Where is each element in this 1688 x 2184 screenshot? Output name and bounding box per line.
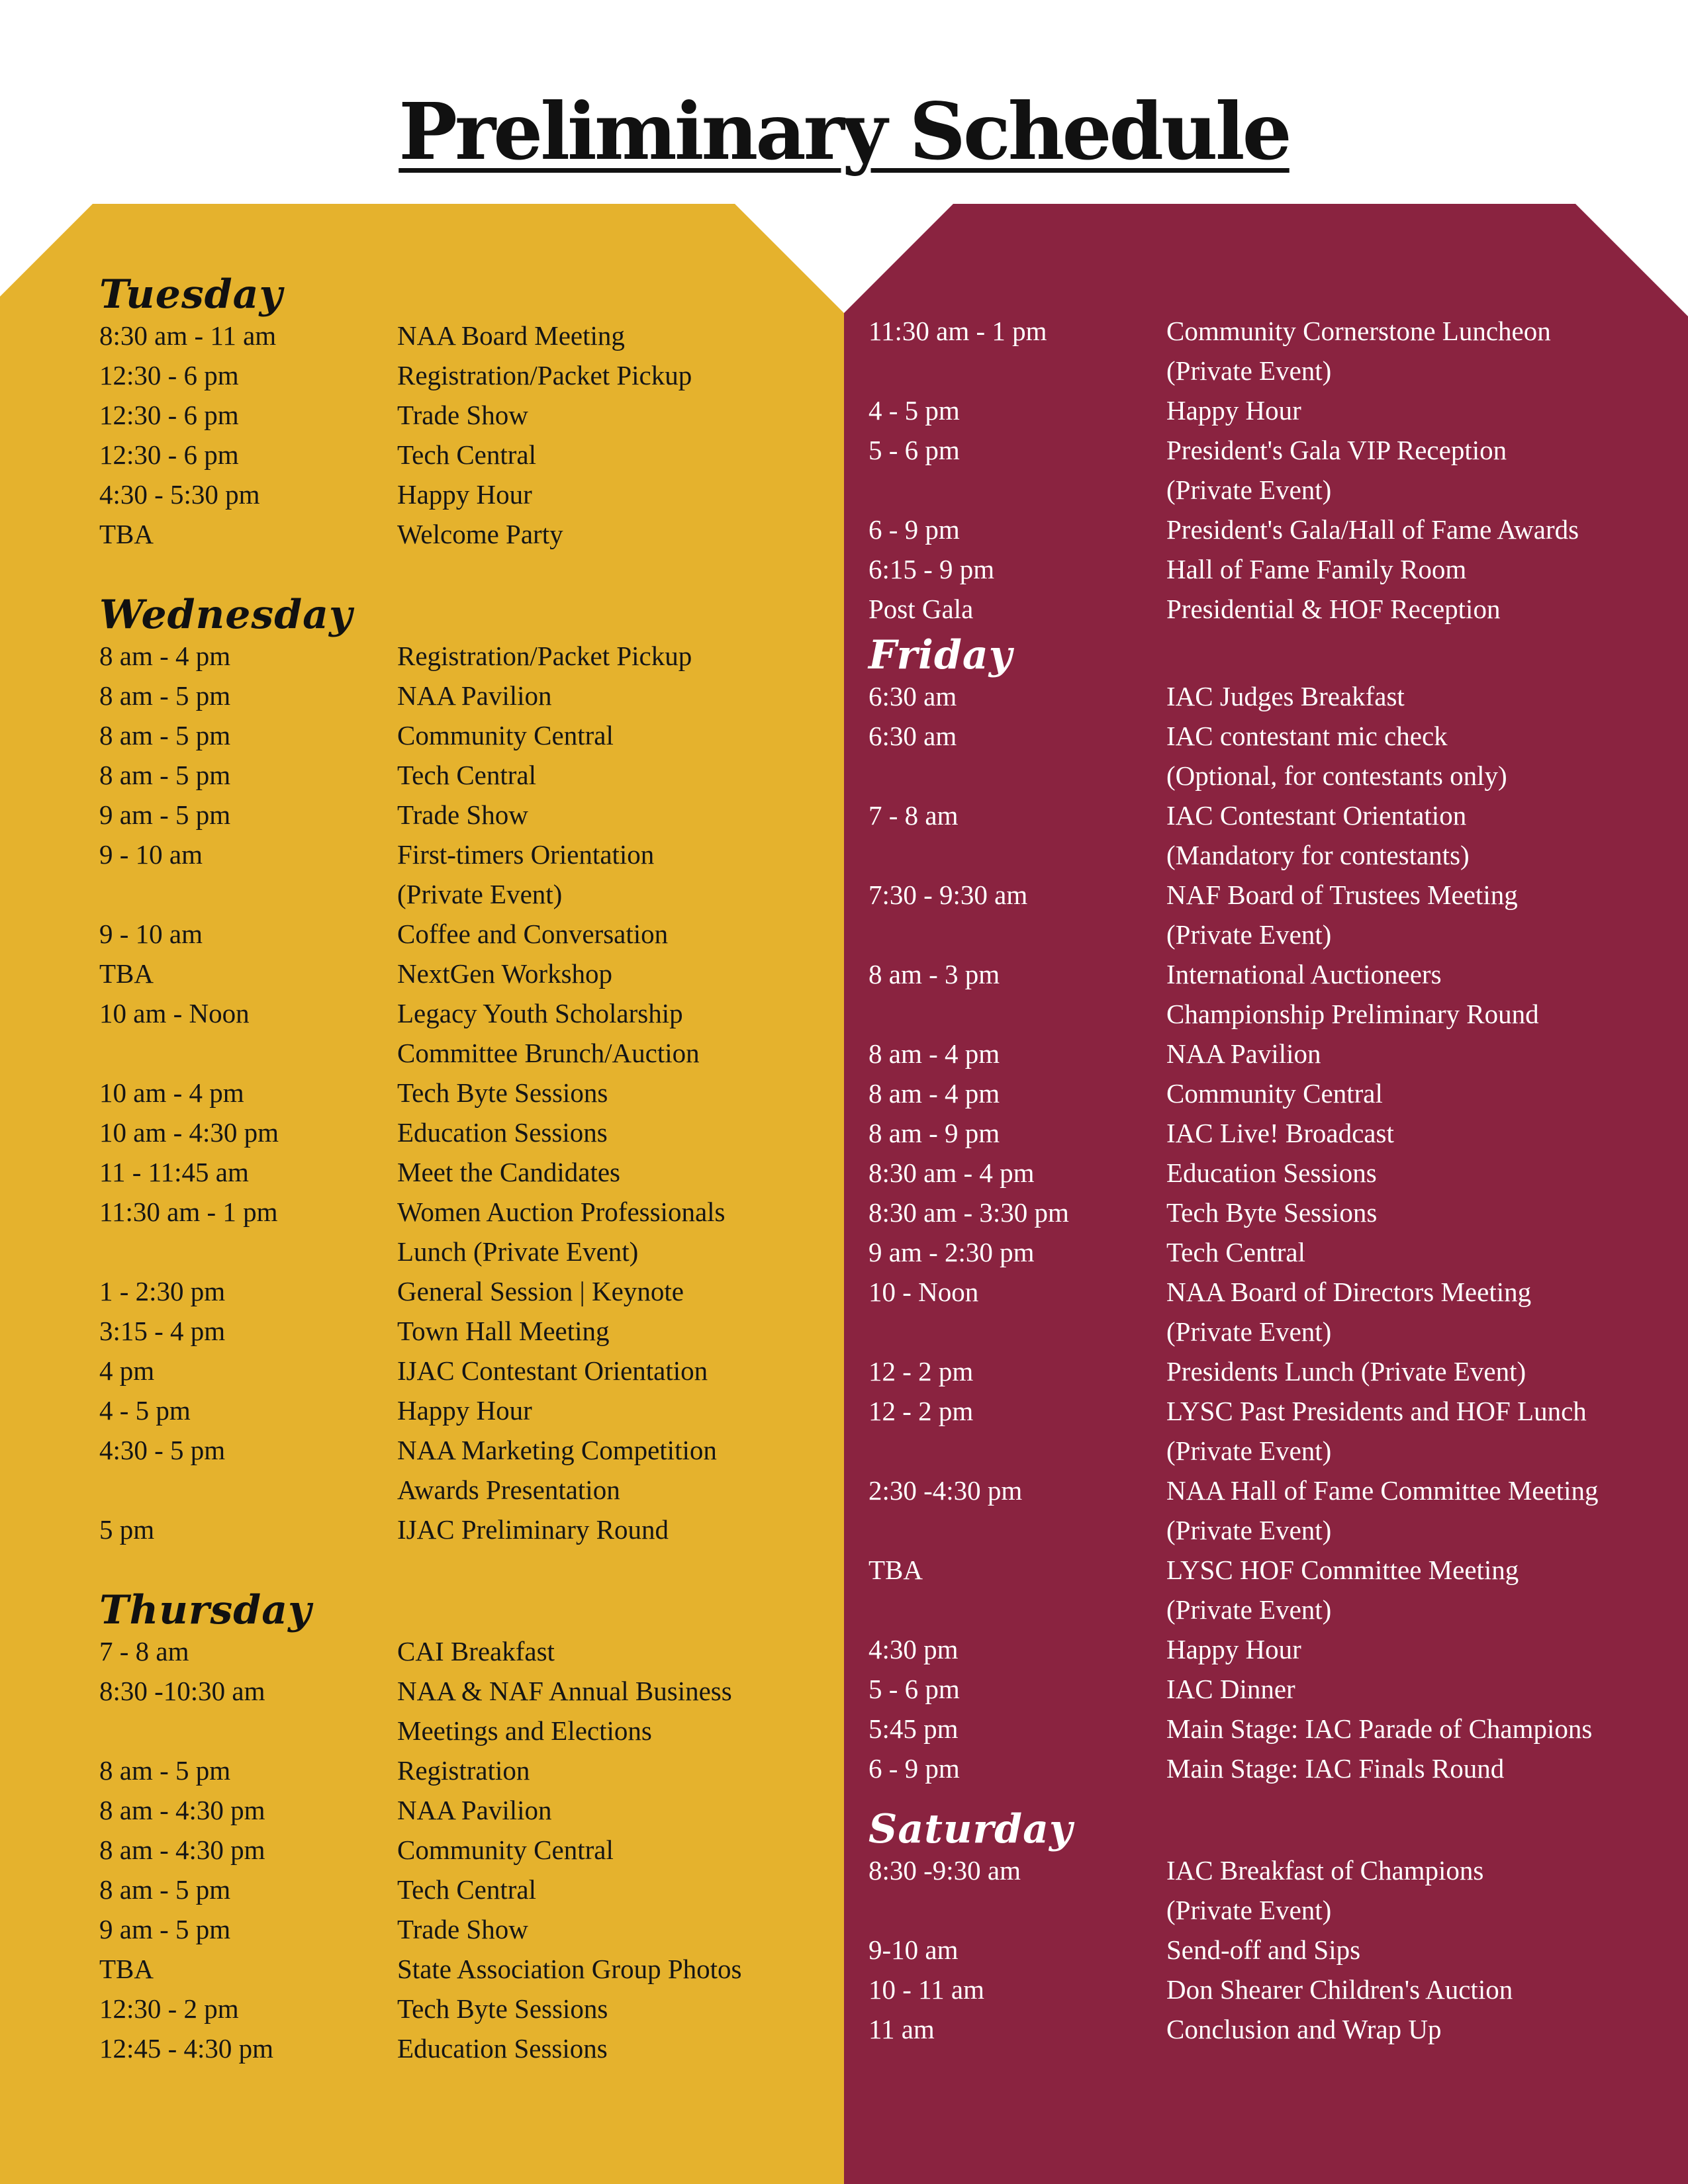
schedule-event	[397, 1351, 834, 1390]
schedule-time: 9 am - 2:30 pm	[868, 1237, 1035, 1267]
schedule-event	[397, 715, 834, 755]
schedule-time: 12 - 2 pm	[868, 1396, 974, 1426]
schedule-event-line: Meet the Candidates	[397, 1157, 621, 1187]
schedule-event-line: Main Stage: IAC Parade of Champions	[1166, 1713, 1593, 1744]
schedule-time: 8 am - 3 pm	[868, 959, 1000, 989]
schedule-event	[1166, 1709, 1676, 1749]
schedule-row	[99, 914, 834, 954]
schedule-event-line: Championship Preliminary Round	[1166, 999, 1539, 1029]
schedule-row	[868, 796, 1676, 875]
schedule-time: 8 am - 5 pm	[99, 1874, 231, 1905]
schedule-event	[397, 1073, 834, 1113]
schedule-event	[1166, 1471, 1676, 1550]
schedule-event	[1166, 1113, 1676, 1153]
schedule-time: 8:30 -9:30 am	[868, 1855, 1021, 1886]
schedule-event-line: General Session | Keynote	[397, 1276, 684, 1306]
schedule-event-line: Don Shearer Children's Auction	[1166, 1974, 1513, 2005]
schedule-row	[868, 1113, 1676, 1153]
schedule-event-line: IAC Live! Broadcast	[1166, 1118, 1394, 1148]
day-heading-saturday: Saturday	[868, 1806, 1073, 1852]
schedule-event-line: IAC contestant mic check	[1166, 721, 1448, 751]
schedule-row	[868, 716, 1676, 796]
schedule-row	[99, 1430, 834, 1510]
schedule-time: 5 pm	[99, 1514, 155, 1545]
schedule-event	[1166, 676, 1676, 716]
schedule-event-line: IAC Breakfast of Champions	[1166, 1855, 1484, 1886]
schedule-row	[99, 954, 834, 993]
schedule-event-line: Tech Byte Sessions	[1166, 1197, 1378, 1228]
day-heading-thursday: Thursday	[99, 1587, 312, 1633]
schedule-event-line: NAA Board of Directors Meeting	[1166, 1277, 1532, 1307]
schedule-row	[99, 755, 834, 795]
schedule-event-line: President's Gala/Hall of Fame Awards	[1166, 514, 1579, 545]
schedule-event-line: Tech Byte Sessions	[397, 1077, 608, 1108]
schedule-event-line: (Mandatory for contestants)	[1166, 840, 1470, 870]
schedule-event-line: Education Sessions	[1166, 1158, 1377, 1188]
schedule-row	[99, 435, 834, 475]
schedule-row	[99, 1790, 834, 1830]
schedule-time: 8 am - 4 pm	[868, 1078, 1000, 1109]
schedule-row	[868, 390, 1676, 430]
schedule-event-line: Happy Hour	[1166, 395, 1301, 426]
schedule-time: 8 am - 4 pm	[99, 641, 231, 671]
schedule-time: 4 pm	[99, 1355, 155, 1386]
schedule-time: 3:15 - 4 pm	[99, 1316, 226, 1346]
schedule-time: 8 am - 5 pm	[99, 760, 231, 790]
schedule-time: 7:30 - 9:30 am	[868, 880, 1028, 910]
schedule-event	[1166, 430, 1676, 510]
schedule-event-line: Tech Central	[397, 760, 537, 790]
schedule-row	[868, 589, 1676, 629]
schedule-event-line: NAF Board of Trustees Meeting	[1166, 880, 1518, 910]
schedule-event-line: Tech Central	[397, 1874, 537, 1905]
schedule-event-line: Tech Central	[1166, 1237, 1306, 1267]
schedule-event	[1166, 1272, 1676, 1351]
schedule-event-line: IAC Judges Breakfast	[1166, 681, 1405, 711]
schedule-row	[868, 1550, 1676, 1629]
schedule-event-line: NAA Pavilion	[397, 1795, 552, 1825]
schedule-event	[1166, 1034, 1676, 1073]
schedule-event-line: Registration/Packet Pickup	[397, 641, 692, 671]
schedule-row	[868, 1232, 1676, 1272]
schedule-time: 8 am - 4 pm	[868, 1038, 1000, 1069]
schedule-event-line: CAI Breakfast	[397, 1636, 555, 1666]
schedule-time: 8 am - 4:30 pm	[99, 1835, 265, 1865]
schedule-event-line: IJAC Preliminary Round	[397, 1514, 669, 1545]
schedule-event	[1166, 716, 1676, 796]
schedule-event-line: NAA Hall of Fame Committee Meeting	[1166, 1475, 1599, 1506]
schedule-event-line: NAA Board Meeting	[397, 320, 625, 351]
schedule-event	[397, 395, 834, 435]
schedule-time: 4:30 pm	[868, 1634, 959, 1664]
schedule-row	[99, 1073, 834, 1113]
schedule-row	[99, 993, 834, 1073]
schedule-time: 8 am - 9 pm	[868, 1118, 1000, 1148]
schedule-event-line: Hall of Fame Family Room	[1166, 554, 1467, 584]
schedule-event	[397, 1311, 834, 1351]
schedule-event	[1166, 2009, 1676, 2049]
schedule-time: 7 - 8 am	[99, 1636, 189, 1666]
schedule-time: 12:30 - 6 pm	[99, 360, 239, 390]
schedule-event-line: (Private Event)	[1166, 1895, 1332, 1925]
schedule-time: 8:30 am - 3:30 pm	[868, 1197, 1069, 1228]
schedule-row	[99, 1510, 834, 1549]
schedule-event-line: LYSC HOF Committee Meeting	[1166, 1555, 1519, 1585]
schedule-event-line: Main Stage: IAC Finals Round	[1166, 1753, 1505, 1784]
schedule-event-line: LYSC Past Presidents and HOF Lunch	[1166, 1396, 1587, 1426]
schedule-event	[1166, 1351, 1676, 1391]
schedule-event-line: NAA Marketing Competition	[397, 1435, 717, 1465]
schedule-row	[868, 954, 1676, 1034]
schedule-row	[868, 676, 1676, 716]
schedule-event	[1166, 1970, 1676, 2009]
schedule-row	[868, 2009, 1676, 2049]
schedule-time: 6:30 am	[868, 721, 957, 751]
schedule-time: TBA	[99, 958, 154, 989]
schedule-row	[99, 316, 834, 355]
schedule-event-line: Happy Hour	[1166, 1634, 1301, 1664]
schedule-time: 10 am - Noon	[99, 998, 250, 1028]
schedule-row	[99, 1751, 834, 1790]
schedule-event	[397, 1830, 834, 1870]
schedule-time: 7 - 8 am	[868, 800, 959, 831]
schedule-event-line: First-timers Orientation	[397, 839, 655, 870]
schedule-thursday	[99, 1631, 834, 2068]
schedule-event-line: International Auctioneers	[1166, 959, 1442, 989]
schedule-event-line: (Optional, for contestants only)	[1166, 760, 1507, 791]
schedule-row	[99, 355, 834, 395]
schedule-event	[1166, 875, 1676, 954]
schedule-event	[397, 435, 834, 475]
schedule-event	[397, 1989, 834, 2028]
schedule-event	[1166, 1669, 1676, 1709]
schedule-row	[99, 676, 834, 715]
schedule-time: 9-10 am	[868, 1934, 959, 1965]
schedule-row	[99, 1909, 834, 1949]
schedule-row	[868, 1629, 1676, 1669]
schedule-time: TBA	[99, 519, 154, 549]
schedule-event-line: Meetings and Elections	[397, 1715, 652, 1746]
schedule-row	[868, 1073, 1676, 1113]
schedule-event-line: President's Gala VIP Reception	[1166, 435, 1507, 465]
schedule-event	[397, 755, 834, 795]
schedule-event	[397, 1113, 834, 1152]
schedule-event-line: NAA & NAF Annual Business	[397, 1676, 732, 1706]
schedule-time: 6:15 - 9 pm	[868, 554, 995, 584]
schedule-time: 12:45 - 4:30 pm	[99, 2033, 274, 2064]
schedule-time: 9 - 10 am	[99, 919, 203, 949]
schedule-event	[1166, 1850, 1676, 1930]
schedule-event	[1166, 1153, 1676, 1193]
schedule-event-line: Community Central	[397, 720, 614, 751]
schedule-row	[99, 1390, 834, 1430]
schedule-row	[99, 1152, 834, 1192]
schedule-time: 8 am - 5 pm	[99, 720, 231, 751]
schedule-event-line: IAC Dinner	[1166, 1674, 1295, 1704]
schedule-event-line: Registration/Packet Pickup	[397, 360, 692, 390]
schedule-event-line: Community Cornerstone Luncheon	[1166, 316, 1551, 346]
schedule-event	[1166, 1193, 1676, 1232]
schedule-event	[397, 1152, 834, 1192]
schedule-time: 8:30 am - 4 pm	[868, 1158, 1035, 1188]
schedule-event	[397, 1909, 834, 1949]
schedule-time: 8 am - 4:30 pm	[99, 1795, 265, 1825]
schedule-event-line: Awards Presentation	[397, 1475, 620, 1505]
schedule-event	[397, 514, 834, 554]
schedule-event	[397, 1790, 834, 1830]
schedule-event	[1166, 954, 1676, 1034]
schedule-event-line: (Private Event)	[1166, 1515, 1332, 1545]
schedule-event	[397, 1510, 834, 1549]
schedule-event-line: (Private Event)	[1166, 1594, 1332, 1625]
schedule-time: 11:30 am - 1 pm	[99, 1197, 278, 1227]
schedule-event-line: Trade Show	[397, 400, 528, 430]
schedule-time: 12 - 2 pm	[868, 1356, 974, 1387]
schedule-row	[99, 1311, 834, 1351]
schedule-event	[397, 795, 834, 835]
schedule-event-line: NAA Pavilion	[397, 680, 552, 711]
schedule-event-line: IJAC Contestant Orientation	[397, 1355, 708, 1386]
schedule-event-line: Community Central	[397, 1835, 614, 1865]
schedule-event-line: Presidents Lunch (Private Event)	[1166, 1356, 1526, 1387]
schedule-event-line: (Private Event)	[1166, 355, 1332, 386]
schedule-event-line: Registration	[397, 1755, 530, 1786]
schedule-event-line: NextGen Workshop	[397, 958, 613, 989]
schedule-event-line: NAA Pavilion	[1166, 1038, 1321, 1069]
schedule-row	[99, 514, 834, 554]
schedule-row	[868, 875, 1676, 954]
schedule-event	[1166, 1550, 1676, 1629]
schedule-time: Post Gala	[868, 594, 974, 624]
schedule-event-line: Send-off and Sips	[1166, 1934, 1361, 1965]
schedule-event-line: Women Auction Professionals	[397, 1197, 726, 1227]
schedule-event	[1166, 1232, 1676, 1272]
schedule-event-line: Education Sessions	[397, 2033, 608, 2064]
schedule-row	[868, 1193, 1676, 1232]
schedule-event-line: State Association Group Photos	[397, 1954, 742, 1984]
schedule-event	[397, 835, 834, 914]
schedule-row	[868, 430, 1676, 510]
schedule-time: 11 - 11:45 am	[99, 1157, 249, 1187]
schedule-event-line: Trade Show	[397, 799, 528, 830]
schedule-event-line: Tech Central	[397, 439, 537, 470]
schedule-event-line: Coffee and Conversation	[397, 919, 669, 949]
schedule-event	[1166, 390, 1676, 430]
schedule-time: 6 - 9 pm	[868, 514, 960, 545]
schedule-row	[99, 1671, 834, 1751]
schedule-row	[99, 395, 834, 435]
schedule-time: 12:30 - 6 pm	[99, 400, 239, 430]
schedule-time: 5:45 pm	[868, 1713, 959, 1744]
schedule-row	[99, 475, 834, 514]
schedule-time: 9 am - 5 pm	[99, 799, 231, 830]
schedule-row	[868, 1034, 1676, 1073]
schedule-time: 4:30 - 5 pm	[99, 1435, 226, 1465]
schedule-event	[397, 636, 834, 676]
schedule-time: 5 - 6 pm	[868, 435, 960, 465]
schedule-event-line: Presidential & HOF Reception	[1166, 594, 1501, 624]
right-column	[868, 311, 1676, 2049]
schedule-event-line: Welcome Party	[397, 519, 563, 549]
schedule-saturday	[868, 1850, 1676, 2049]
day-heading-tuesday: Tuesday	[99, 271, 283, 318]
schedule-event-line: Lunch (Private Event)	[397, 1236, 639, 1267]
schedule-row	[868, 1272, 1676, 1351]
schedule-time: 5 - 6 pm	[868, 1674, 960, 1704]
schedule-event	[1166, 1391, 1676, 1471]
schedule-event-line: Committee Brunch/Auction	[397, 1038, 700, 1068]
schedule-row	[868, 1749, 1676, 1788]
schedule-time: 1 - 2:30 pm	[99, 1276, 226, 1306]
schedule-event	[397, 1751, 834, 1790]
schedule-event-line: Tech Byte Sessions	[397, 1993, 608, 2024]
schedule-event-line: (Private Event)	[1166, 1435, 1332, 1466]
schedule-time: 10 am - 4 pm	[99, 1077, 244, 1108]
schedule-event	[1166, 510, 1676, 549]
schedule-event-line: (Private Event)	[1166, 475, 1332, 505]
schedule-event	[397, 1631, 834, 1671]
schedule-event	[397, 1390, 834, 1430]
schedule-row	[99, 1989, 834, 2028]
schedule-row	[99, 2028, 834, 2068]
schedule-event-line: Education Sessions	[397, 1117, 608, 1148]
schedule-event	[1166, 589, 1676, 629]
schedule-event	[1166, 796, 1676, 875]
schedule-event	[397, 1870, 834, 1909]
schedule-row	[99, 795, 834, 835]
schedule-event	[397, 954, 834, 993]
schedule-time: 10 - Noon	[868, 1277, 979, 1307]
schedule-row	[99, 1949, 834, 1989]
schedule-row	[99, 1830, 834, 1870]
schedule-time: 4 - 5 pm	[868, 395, 960, 426]
schedule-event	[397, 1671, 834, 1751]
schedule-time: 12:30 - 6 pm	[99, 439, 239, 470]
schedule-event	[1166, 1629, 1676, 1669]
schedule-row	[99, 1870, 834, 1909]
schedule-event	[397, 1271, 834, 1311]
schedule-event	[1166, 1930, 1676, 1970]
schedule-event	[1166, 549, 1676, 589]
schedule-event	[397, 914, 834, 954]
schedule-tuesday	[99, 316, 834, 554]
schedule-row	[868, 1153, 1676, 1193]
schedule-time: 12:30 - 2 pm	[99, 1993, 239, 2024]
schedule-time: 9 - 10 am	[99, 839, 203, 870]
schedule-row	[99, 1113, 834, 1152]
schedule-time: 4:30 - 5:30 pm	[99, 479, 260, 510]
schedule-event	[397, 993, 834, 1073]
schedule-event-line: Trade Show	[397, 1914, 528, 1944]
schedule-time: TBA	[99, 1954, 154, 1984]
schedule-row	[868, 1930, 1676, 1970]
schedule-row	[99, 1351, 834, 1390]
schedule-time: 8 am - 5 pm	[99, 680, 231, 711]
schedule-time: 10 am - 4:30 pm	[99, 1117, 279, 1148]
schedule-friday	[868, 676, 1676, 1788]
schedule-row	[99, 715, 834, 755]
day-heading-wednesday: Wednesday	[99, 592, 353, 638]
schedule-event	[397, 475, 834, 514]
schedule-time: 8 am - 5 pm	[99, 1755, 231, 1786]
schedule-time: 8:30 am - 11 am	[99, 320, 277, 351]
schedule-event	[1166, 1749, 1676, 1788]
schedule-event-line: Community Central	[1166, 1078, 1383, 1109]
schedule-row	[868, 510, 1676, 549]
schedule-event-line: (Private Event)	[397, 879, 563, 909]
schedule-event-line: (Private Event)	[1166, 1316, 1332, 1347]
schedule-row	[868, 1351, 1676, 1391]
schedule-time: 2:30 -4:30 pm	[868, 1475, 1023, 1506]
schedule-time: 4 - 5 pm	[99, 1395, 191, 1426]
schedule-event	[1166, 1073, 1676, 1113]
schedule-row	[99, 1271, 834, 1311]
schedule-event-line: IAC Contestant Orientation	[1166, 800, 1467, 831]
schedule-event-line: Happy Hour	[397, 1395, 532, 1426]
schedule-event-line: (Private Event)	[1166, 919, 1332, 950]
schedule-time: 9 am - 5 pm	[99, 1914, 231, 1944]
schedule-time: 8:30 -10:30 am	[99, 1676, 265, 1706]
schedule-time: 6 - 9 pm	[868, 1753, 960, 1784]
schedule-event	[397, 1192, 834, 1271]
day-heading-friday: Friday	[868, 632, 1013, 678]
schedule-row	[99, 835, 834, 914]
schedule-row	[99, 636, 834, 676]
schedule-event	[397, 2028, 834, 2068]
schedule-row	[868, 1850, 1676, 1930]
schedule-time: 11:30 am - 1 pm	[868, 316, 1047, 346]
page-title: Preliminary Schedule	[399, 85, 1289, 177]
schedule-time: 11 am	[868, 2014, 935, 2044]
schedule-row	[99, 1631, 834, 1671]
schedule-event-line: Conclusion and Wrap Up	[1166, 2014, 1442, 2044]
schedule-event	[397, 1949, 834, 1989]
schedule-row	[99, 1192, 834, 1271]
schedule-row	[868, 1669, 1676, 1709]
schedule-row	[868, 549, 1676, 589]
schedule-wednesday	[99, 636, 834, 1549]
schedule-time: TBA	[868, 1555, 923, 1585]
schedule-event-line: Happy Hour	[397, 479, 532, 510]
schedule-event	[397, 676, 834, 715]
schedule-event-line: Legacy Youth Scholarship	[397, 998, 683, 1028]
schedule-row	[868, 1970, 1676, 2009]
schedule-event-line: Town Hall Meeting	[397, 1316, 610, 1346]
schedule-event	[397, 1430, 834, 1510]
schedule-event	[397, 355, 834, 395]
schedule-row	[868, 311, 1676, 390]
schedule-row	[868, 1471, 1676, 1550]
schedule-row	[868, 1709, 1676, 1749]
schedule-event	[397, 316, 834, 355]
schedule-time: 6:30 am	[868, 681, 957, 711]
left-column	[99, 271, 834, 2068]
schedule-row	[868, 1391, 1676, 1471]
schedule-thursday-continued	[868, 311, 1676, 629]
schedule-time: 10 - 11 am	[868, 1974, 984, 2005]
schedule-event	[1166, 311, 1676, 390]
